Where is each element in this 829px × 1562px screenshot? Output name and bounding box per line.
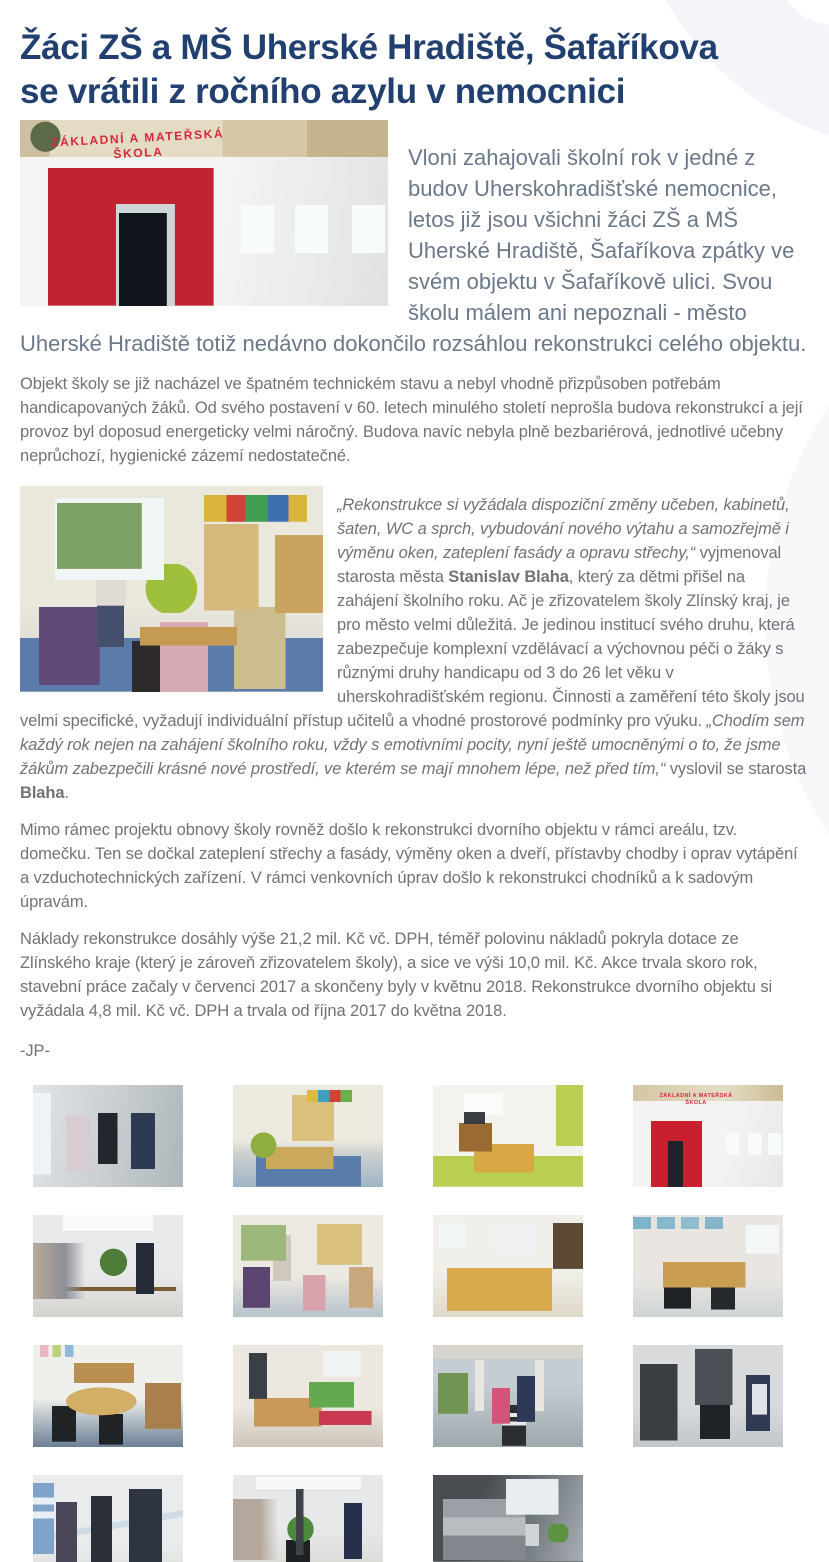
body-paragraph-2: Mimo rámec projektu obnovy školy rovněž došlo k rekonstrukci dvorního objektu v rámci areálu, tzv. domečku. Ten se dočkal zateplení střechy a fasády, výměny oken a dveří, přístavby chodby i oprav vytápění a vzduchotechnických zařízení. V rámci venkovních úprav došlo k rekonstrukci chodníků a k sadovým úpravám. bbox=[20, 821, 798, 911]
gallery-photo-school-entrance[interactable] bbox=[633, 1085, 783, 1187]
gallery-photo-meeting-room-sofa[interactable] bbox=[33, 1345, 183, 1447]
photo-gallery bbox=[33, 1085, 809, 1562]
body-paragraph-1: Objekt školy se již nacházel ve špatném technickém stavu a nebyl vhodně přizpůsoben potřebám handicapovaných žáků. Od svého postavení v 60. letech minulého století neprošla budova rekonstrukcí a její provoz byl doposud energeticky velmi náročný. Budova navíc nebyla plně bezbariérová, jednotlivé učebny neprůchozí, hygienické zázemí nedostatečné. bbox=[20, 375, 803, 465]
page-title: Žáci ZŠ a MŠ Uherské Hradiště, Šafaříkova se vrátili z ročního azylu v nemocnici bbox=[20, 28, 718, 111]
school-sign-line1: ZÁKLADNÍ A MATEŘSKÁ bbox=[50, 126, 225, 150]
gallery-photo-ceremony-crowd[interactable] bbox=[233, 1475, 383, 1562]
gallery-photo-ribbon-cutting[interactable] bbox=[33, 1475, 183, 1562]
gallery-photo-office-green-wall[interactable] bbox=[433, 1085, 583, 1187]
gallery-photo-playroom-green-couch[interactable] bbox=[233, 1345, 383, 1447]
gallery-photo-classroom-play-area[interactable] bbox=[233, 1085, 383, 1187]
classroom-meeting-photo bbox=[20, 486, 323, 692]
gallery-photo-guests-chatting[interactable] bbox=[633, 1345, 783, 1447]
gallery-photo-classroom-meeting[interactable] bbox=[233, 1215, 383, 1317]
school-facade-photo bbox=[20, 120, 388, 306]
gallery-photo-hallway-greeting[interactable] bbox=[33, 1085, 183, 1187]
gallery-photo-classroom-desks[interactable] bbox=[433, 1215, 583, 1317]
gallery-photo-terrace-visitors[interactable] bbox=[433, 1345, 583, 1447]
lead-block bbox=[20, 114, 809, 359]
gallery-photo-kitchen[interactable] bbox=[433, 1475, 583, 1562]
article-body bbox=[0, 26, 829, 1562]
author-signature: -JP- bbox=[20, 1042, 50, 1060]
quote-paragraph: „Rekonstrukce si vyžádala dispoziční změny učeben, kabinetů, šaten, WC a sprch, vybudování nového výtahu a samozřejmě i výměnu oken, zateplení fasády a opravu střechy,“ vyjmenoval starosta města Stanislav Blaha, který za dětmi přišel na zahájení školního roku. Ač je zřizovatelem školy Zlínský kraj, je pro město velmi důležitá. Je jedinou institucí svého druhu, která zabezpečuje komplexní vzdělávací a výchovnou péči o žáky s různými druhy handicapu od 3 do 26 let věku v uherskohradišťském regionu. Činnosti a zaměření této školy jsou velmi specifické, vyžadují individuální přístup učitelů a vhodné prostorové podmínky pro výuku. „Chodím sem každý rok nejen na zahájení školního roku, vždy s emotivními pocity, nyní ještě umocněnými o to, že jsme žákům zabezpečili krásné nové prostředí, ve kterém se mají mnohem lépe, než před tím,“ vyslovil se starosta Blaha. bbox=[20, 496, 807, 802]
school-sign-text bbox=[34, 126, 241, 167]
quote-block bbox=[20, 481, 809, 805]
gallery-photo-dining-room[interactable] bbox=[633, 1215, 783, 1317]
gallery-photo-corridor-speech[interactable] bbox=[33, 1215, 183, 1317]
lead-paragraph: Vloni zahajovali školní rok v jedné z budov Uherskohradišťské nemocnice, letos již jsou všichni žáci ZŠ a MŠ Uherské Hradiště, Šafaříkova zpátky ve svém objektu v Šafaříkově ulici. Svou školu málem ani nepoznali - město Uherské Hradiště totiž nedávno dokončilo rozsáhlou rekonstrukci celého objektu. bbox=[20, 145, 807, 356]
body-paragraph-3: Náklady rekonstrukce dosáhly výše 21,2 mil. Kč vč. DPH, téměř polovinu nákladů pokryla dotace ze Zlínského kraje (který je zároveň zřizovatelem školy), a sice ve výši 10,0 mil. Kč. Akce trvala skoro rok, stavební práce začaly v červenci 2017 a skončeny byly v květnu 2018. Rekonstrukce dvorního objektu si vyžádala 4,8 mil. Kč vč. DPH a trvala od října 2017 do května 2018. bbox=[20, 930, 773, 1020]
school-sign-line2: ŠKOLA bbox=[112, 144, 164, 162]
thumb-school-sign-text: ZÁKLADNÍ A MATEŘSKÁ ŠKOLA bbox=[659, 1093, 733, 1107]
